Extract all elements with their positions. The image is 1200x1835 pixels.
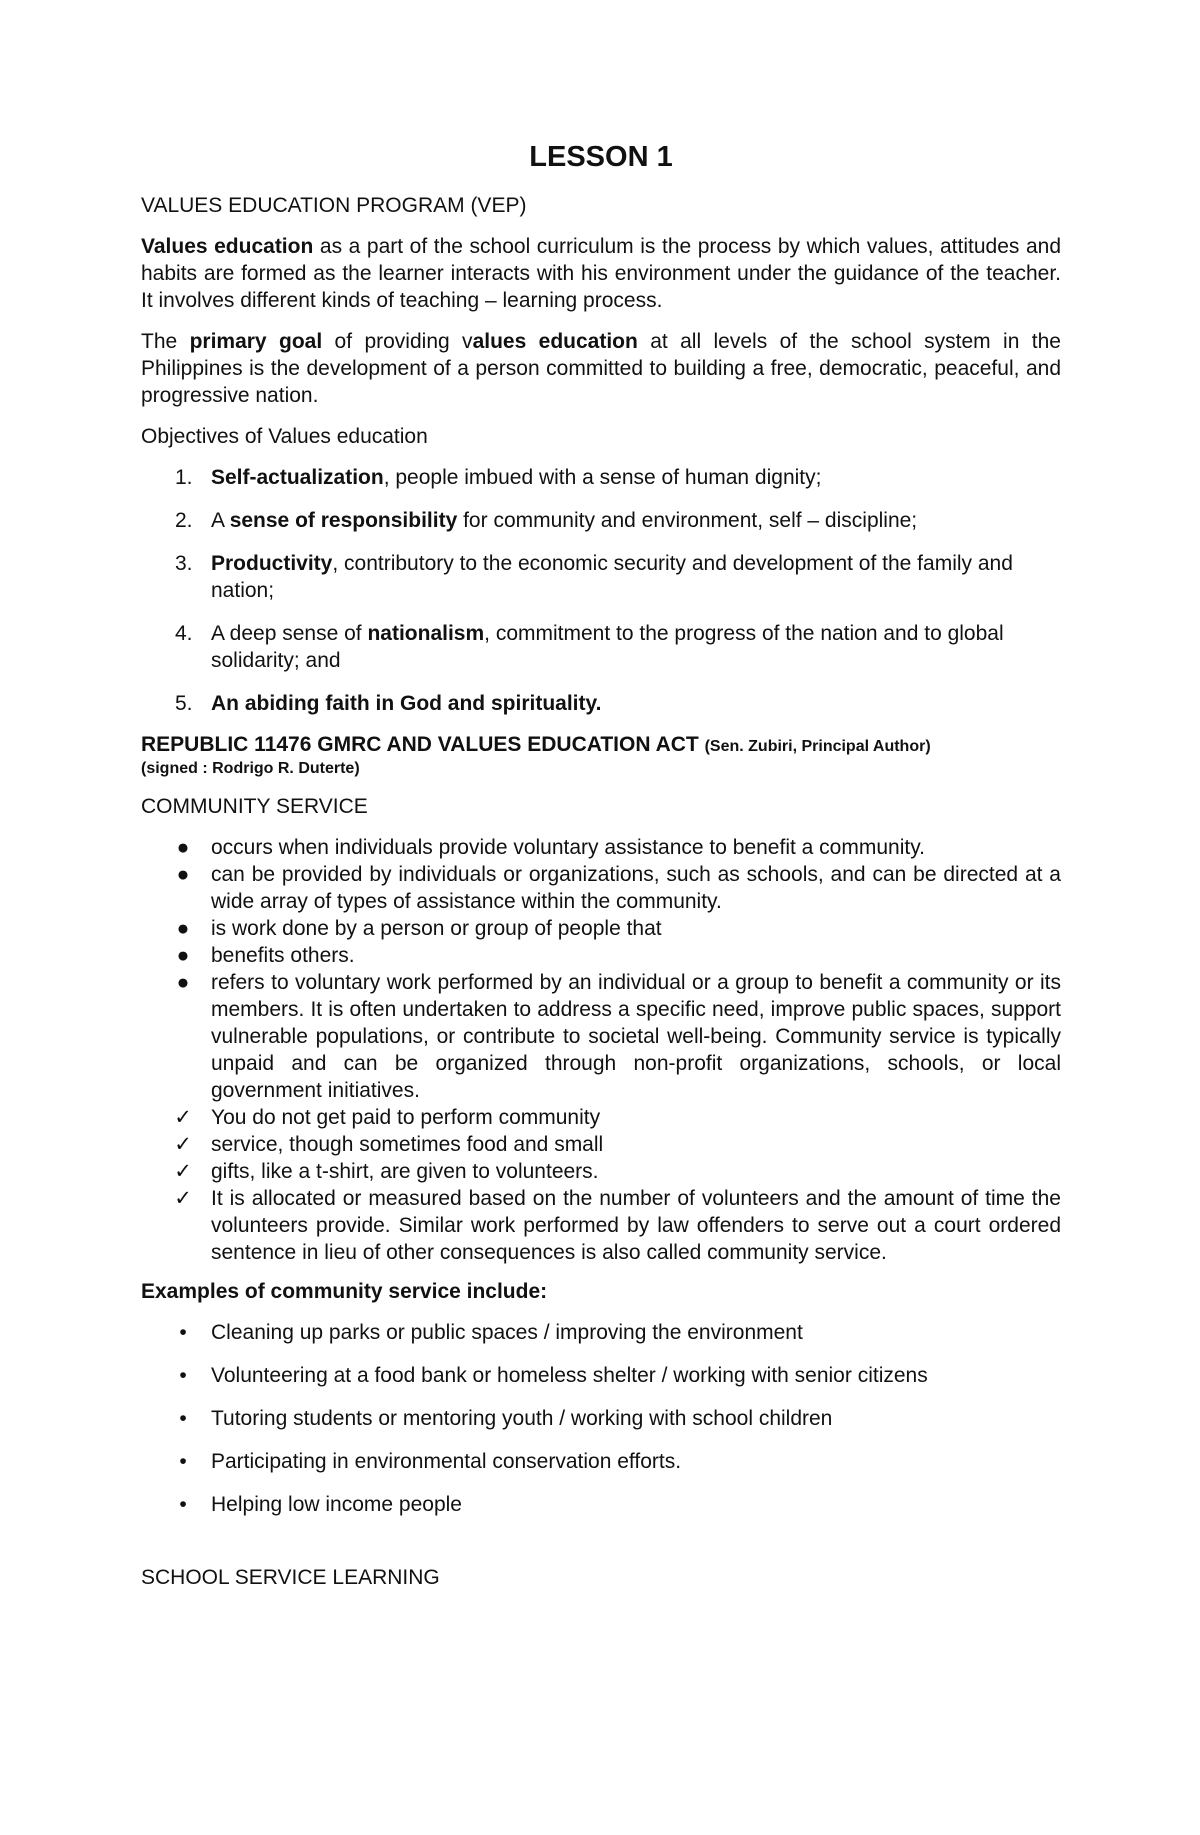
item-text: service, though sometimes food and small <box>211 1133 604 1156</box>
paragraph-text: as a part of the school curriculum is the process by which values, attitudes and habits are formed as the learner interacts with his environment under the guidance of the teacher. It involves different kinds of teaching – learning process. <box>141 235 1061 312</box>
list-item <box>176 834 1061 861</box>
list-item <box>175 690 1061 717</box>
item-text: benefits others. <box>211 944 355 967</box>
item-text: Participating in environmental conservation efforts. <box>211 1450 682 1473</box>
list-item <box>175 464 1061 491</box>
checkmark-icon: ✓ <box>174 1160 192 1183</box>
bullet-icon: • <box>179 1364 187 1387</box>
list-item <box>176 942 1061 969</box>
bullet-icon: • <box>179 1450 187 1473</box>
objectives-list <box>141 464 1061 717</box>
item-text: , contributory to the economic security and development of the family and nation; <box>211 552 1013 602</box>
paragraph-text: of providing v <box>322 330 473 353</box>
bold-term: Productivity <box>211 552 333 575</box>
objectives-intro: Objectives of Values education <box>141 425 428 448</box>
item-text: can be provided by individuals or organizations, such as schools, and can be directed at a wide array of types of assistance within the community. <box>211 863 1061 913</box>
bold-term: alues education <box>472 330 638 353</box>
item-text: Tutoring students or mentoring youth / working with school children <box>211 1407 833 1430</box>
bullet-icon: • <box>179 1407 187 1430</box>
act-heading <box>141 733 1061 759</box>
list-number: 5. <box>175 692 193 715</box>
checkmark-icon: ✓ <box>174 1106 192 1129</box>
item-text: , people imbued with a sense of human dignity; <box>383 466 822 489</box>
bullet-icon: ● <box>176 971 190 994</box>
list-item <box>176 915 1061 942</box>
bold-term: Values education <box>141 235 314 258</box>
item-text: gifts, like a t-shirt, are given to volunteers. <box>211 1160 599 1183</box>
examples-heading: Examples of community service include: <box>141 1280 548 1303</box>
list-number: 1. <box>175 466 193 489</box>
bold-term: nationalism <box>367 622 485 645</box>
item-text: occurs when individuals provide voluntary assistance to benefit a community. <box>211 836 925 859</box>
bullet-icon: ● <box>176 836 190 859</box>
paragraph-primary-goal <box>141 328 1061 409</box>
bullet-icon: • <box>179 1493 187 1516</box>
list-item <box>175 507 1061 534</box>
item-text: refers to voluntary work performed by an individual or a group to benefit a community or its members. It is often undertaken to address a specific need, improve public spaces, support vulnerable populations, or contribute to societal well-being. Community service is typically unpaid and can be organized through non-profit organizations, schools, or local government initiatives. <box>211 971 1061 1102</box>
act-signed: (signed : Rodrigo R. Duterte) <box>141 760 360 777</box>
item-text: Helping low income people <box>211 1493 462 1516</box>
community-service-heading: COMMUNITY SERVICE <box>141 795 368 818</box>
item-text: A deep sense of <box>211 622 368 645</box>
item-text: It is allocated or measured based on the number of volunteers and the amount of time the volunteers provide. Similar work performed by law offenders to serve out a court ordered sentence in lieu of other consequences is also called community service. <box>211 1187 1061 1264</box>
checkmark-icon: ✓ <box>174 1133 192 1156</box>
list-item <box>175 550 1061 604</box>
item-text: Cleaning up parks or public spaces / improving the environment <box>211 1321 803 1344</box>
list-item <box>174 1104 1061 1131</box>
bold-term: sense of responsibility <box>229 509 458 532</box>
community-service-list <box>141 834 1061 1266</box>
paragraph-text: The <box>141 330 190 353</box>
bold-term: An abiding faith in God and spirituality. <box>211 692 602 715</box>
checkmark-icon: ✓ <box>174 1187 192 1210</box>
list-number: 2. <box>175 509 193 532</box>
list-item <box>175 620 1061 674</box>
act-title: REPUBLIC 11476 GMRC AND VALUES EDUCATION ACT <box>141 733 705 756</box>
list-item <box>179 1491 1061 1518</box>
bullet-icon: ● <box>176 944 190 967</box>
list-item <box>174 1158 1061 1185</box>
item-text: is work done by a person or group of people that <box>211 917 662 940</box>
list-number: 3. <box>175 552 193 575</box>
bullet-icon: ● <box>176 863 190 886</box>
vep-heading: VALUES EDUCATION PROGRAM (VEP) <box>141 194 527 217</box>
list-item <box>176 861 1061 915</box>
school-service-learning-heading: SCHOOL SERVICE LEARNING <box>141 1566 440 1589</box>
list-item <box>179 1405 1061 1432</box>
examples-list <box>141 1319 1061 1518</box>
list-item <box>176 969 1061 1104</box>
paragraph-text: at all levels of the school system in the Philippines is the development of a person committed to building a free, democratic, peaceful, and progressive nation. <box>141 330 1061 407</box>
item-text: You do not get paid to perform community <box>211 1106 601 1129</box>
list-item <box>179 1448 1061 1475</box>
paragraph-values-education <box>141 233 1061 314</box>
list-item <box>174 1185 1061 1266</box>
item-text: , commitment to the progress of the nation and to global solidarity; and <box>211 622 1004 672</box>
act-author: (Sen. Zubiri, Principal Author) <box>704 738 931 755</box>
item-text: for community and environment, self – discipline; <box>457 509 918 532</box>
list-item <box>179 1362 1061 1389</box>
item-text: Volunteering at a food bank or homeless shelter / working with senior citizens <box>211 1364 928 1387</box>
document-page <box>141 140 1061 1605</box>
list-item <box>174 1131 1061 1158</box>
bullet-icon: • <box>179 1321 187 1344</box>
item-text: A <box>211 509 230 532</box>
bold-term: Self-actualization <box>211 466 384 489</box>
list-item <box>179 1319 1061 1346</box>
bullet-icon: ● <box>176 917 190 940</box>
lesson-title: LESSON 1 <box>529 141 673 173</box>
bold-term: primary goal <box>189 330 323 353</box>
spacer <box>141 1534 1061 1564</box>
list-number: 4. <box>175 622 193 645</box>
